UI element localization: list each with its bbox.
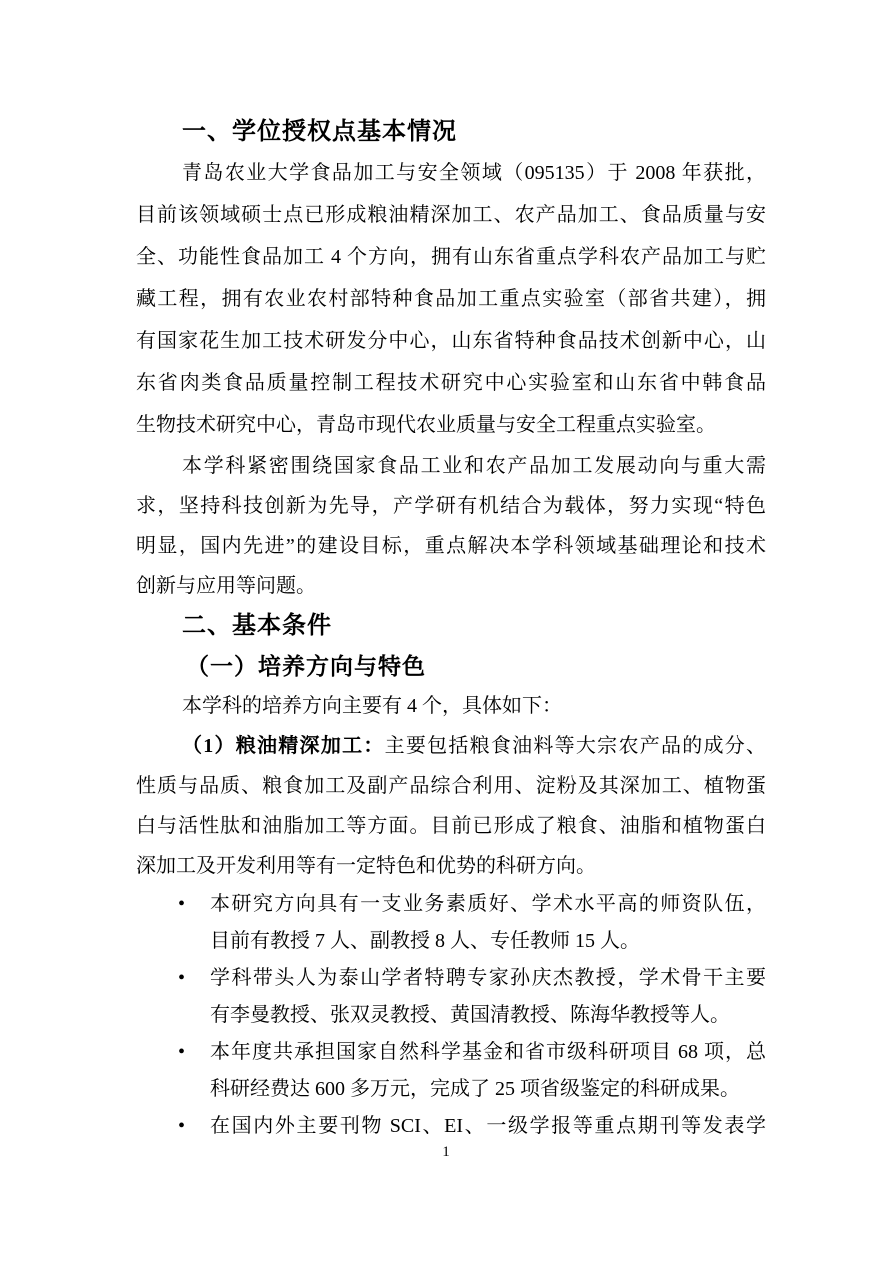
bullet-icon: • [178, 1041, 186, 1063]
bold-lead-text: （1）粮油精深加工： [182, 735, 385, 757]
text-line: 生物技术研究中心，青岛市现代农业质量与安全工程重点实验室。 [136, 414, 716, 436]
list-item [136, 886, 766, 960]
text-line: 东省肉类食品质量控制工程技术研究中心实验室和山东省中韩食品 [136, 372, 766, 394]
paragraph [136, 446, 766, 606]
text-line: 有李曼教授、张双灵教授、黄国清教授、陈海华教授等人。 [210, 1004, 730, 1026]
text-line: 明显，国内先进”的建设目标，重点解决本学科领域基础理论和技术 [136, 535, 766, 557]
page-number: 1 [442, 1144, 450, 1160]
list-item [136, 960, 766, 1034]
text-line: 求，坚持科技创新为先导，产学研有机结合为载体，努力实现“特色 [136, 495, 766, 517]
text-line: 青岛农业大学食品加工与安全领域（095135）于 2008 年获批， [182, 162, 766, 184]
text-line: • 学科带头人为泰山学者特聘专家孙庆杰教授，学术骨干主要 [136, 960, 766, 997]
section-heading: （一）培养方向与特色 [186, 653, 426, 679]
document-body [136, 112, 766, 1145]
text-line: • 本研究方向具有一支业务素质好、学术水平高的师资队伍， [136, 886, 766, 923]
text-line: （1）粮油精深加工：主要包括粮食油料等大宗农产品的成分、 [182, 735, 767, 757]
paragraph [136, 152, 766, 446]
text-line: 创新与应用等问题。 [136, 575, 316, 597]
text-line: • 在国内外主要刊物 SCI、EI、一级学报等重点期刊等发表学 [136, 1108, 766, 1145]
text-line: 性质与品质、粮食加工及副产品综合利用、淀粉及其深加工、植物蛋 [136, 775, 766, 797]
text-line: 深加工及开发利用等有一定特色和优势的科研方向。 [136, 855, 596, 877]
list-item [136, 1108, 766, 1145]
text-line: • 本年度共承担国家自然科学基金和省市级科研项目 68 项，总 [136, 1034, 766, 1071]
section-heading: 二、基本条件 [182, 612, 332, 639]
text-line: 全、功能性食品加工 4 个方向，拥有山东省重点学科农产品加工与贮 [136, 246, 766, 268]
bullet-icon: • [178, 967, 186, 989]
text-line: 目前该领域硕士点已形成粮油精深加工、农产品加工、食品质量与安 [136, 204, 766, 226]
text-line: 有国家花生加工技术研发分中心，山东省特种食品技术创新中心，山 [136, 330, 766, 352]
text-line: 目前有教授 7 人、副教授 8 人、专任教师 15 人。 [210, 930, 640, 952]
paragraph [136, 726, 766, 886]
text-line: 藏工程，拥有农业农村部特种食品加工重点实验室（部省共建），拥 [136, 288, 766, 310]
bullet-icon: • [178, 1115, 186, 1137]
text-line: 本学科的培养方向主要有 4 个，具体如下： [182, 695, 562, 717]
list-item [136, 1034, 766, 1108]
text-line: 白与活性肽和油脂加工等方面。目前已形成了粮食、油脂和植物蛋白 [136, 815, 766, 837]
bullet-icon: • [178, 893, 186, 915]
section-heading: 一、学位授权点基本情况 [182, 118, 457, 145]
text-line: 本学科紧密围绕国家食品工业和农产品加工发展动向与重大需 [182, 455, 766, 477]
text-line: 科研经费达 600 多万元，完成了 25 项省级鉴定的科研成果。 [210, 1078, 740, 1100]
paragraph [136, 686, 766, 726]
bullet-list [136, 886, 766, 1145]
